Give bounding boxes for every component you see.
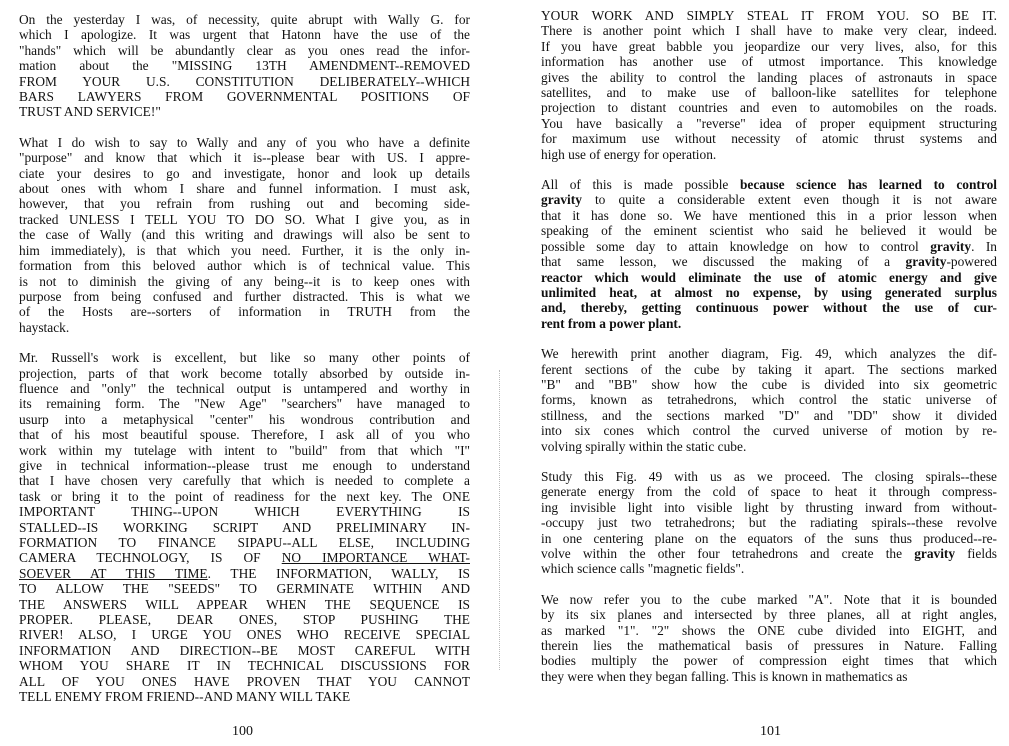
text-line: high use of energy for operation. <box>541 146 717 162</box>
text-line: mation about the "MISSING 13TH AMENDMENT--REMOVED <box>19 58 470 74</box>
text-line: ALL OF YOU ONES HAVE PROVEN THAT YOU CANNOT <box>19 673 470 689</box>
text-line: speaking of the eminent scientist who said he believed it would be <box>541 223 997 239</box>
text-line: work within my tutelage with intent to "build" from that which "I" <box>19 442 470 458</box>
text-line: YOUR WORK AND SIMPLY STEAL IT FROM YOU. SO BE IT. <box>541 8 997 23</box>
text-line: ciate your desires to go and investigate, honor and look up details <box>19 165 470 181</box>
text-line: INFORMATION AND DIRECTION--BE MOST CAREFUL WITH <box>19 642 470 658</box>
text-line: its remaining form. The "New Age" "searchers" have managed to <box>19 396 470 412</box>
text-line: satellites, and to make use of balloon-like satellites for telephone <box>541 85 997 101</box>
text-line: We herewith print another diagram, Fig. 49, which analyzes the dif- <box>541 346 997 362</box>
text-line: -occupy just two tetrahedrons; but the radiating spirals--these revolve <box>541 515 997 531</box>
text-line: which science calls "magnetic fields". <box>541 561 745 577</box>
text-line: tracked UNLESS I TELL YOU TO DO SO. What I give you, as in <box>19 211 470 227</box>
right-paragraph <box>541 346 997 454</box>
text-line: that it has done so. We have mentioned this in a prior lesson when <box>541 207 997 223</box>
text-line: PROPER. PLEASE, DEAR ONES, STOP PUSHING THE <box>19 612 470 628</box>
text-line: for maximum use without necessity of atomic thrust systems and <box>541 131 997 147</box>
text-line: which I apologize. It was urgent that Hatonn have the use of the <box>19 27 470 43</box>
text-line: and, thereby, getting continuous power without the use of cur- <box>541 300 997 316</box>
left-paragraph <box>19 135 470 335</box>
page-number-right: 101 <box>760 724 781 739</box>
text-line: generate energy from the cold of space to heat it through compress- <box>541 484 997 500</box>
text-line: volve within the other four tetrahedrons and create the gravity fields <box>541 546 997 561</box>
text-line: usurp into a metaphysical "center" his wondrous contribution and <box>19 411 470 427</box>
text-line: possible some day to attain knowledge on how to control gravity. In <box>541 238 997 254</box>
text-line: by its six planes and intersected by three planes, all at right angles, <box>541 607 997 623</box>
text-line: in one centering plane on the equators of the suns thus produced--re- <box>541 530 997 546</box>
text-line: Study this Fig. 49 with us as we proceed. The closing spirals--these <box>541 468 997 484</box>
text-line: fluence and "only" the technical output is untampered and worthy in <box>19 380 470 396</box>
left-page-text <box>19 12 470 704</box>
text-line: give in technical information--please trust me enough to understand <box>19 457 470 473</box>
text-line: reactor which would eliminate the use of atomic energy and give <box>541 269 997 285</box>
text-line: forms, known as tetrahedrons, which control the static universe of <box>541 392 997 408</box>
text-line: as marked "1". "2" shows the ONE cube divided into EIGHT, and <box>541 622 997 638</box>
text-line: There is another point which I shall have to make very clear, indeed. <box>541 23 997 39</box>
text-line: information has another use of utmost importance. This knowledge <box>541 54 997 70</box>
text-line: projection to distant countries and even to automobiles on the roads. <box>541 100 997 116</box>
text-line: TELL ENEMY FROM FRIEND--AND MANY WILL TAKE <box>19 689 351 705</box>
text-line: THE ANSWERS WILL APPEAR WHEN THE SEQUENCE IS <box>19 596 470 612</box>
left-paragraph <box>19 350 470 704</box>
text-line: the case of Wally (and this writing and drawings will also be sent to <box>19 227 470 243</box>
left-page <box>0 0 500 746</box>
text-line: of the Hosts are--sorters of information in TRUTH from the <box>19 304 470 320</box>
text-line: is not to diminish the giving of any being--it is to keep ones with <box>19 273 470 289</box>
text-line: rent from a power plant. <box>541 315 682 331</box>
text-line: STALLED--IS WORKING SCRIPT AND PRELIMINARY IN- <box>19 519 470 535</box>
right-page <box>505 0 1009 746</box>
text-line: On the yesterday I was, of necessity, quite abrupt with Wally G. for <box>19 12 470 27</box>
right-paragraph <box>541 8 997 162</box>
text-line: BARS LAWYERS FROM GOVERNMENTAL POSITIONS OF <box>19 89 470 105</box>
book-gutter <box>499 370 501 670</box>
text-line: him immediately), is that which you need. Further, it is the only in- <box>19 242 470 258</box>
text-line: unlimited heat, at almost no expense, by using generated surplus <box>541 284 997 300</box>
text-line: ferent sections of the cube by taking it apart. The sections marked <box>541 361 997 377</box>
text-line: into six cones which control the curved universe of motion by re- <box>541 423 997 439</box>
text-line: haystack. <box>19 319 70 335</box>
text-line: You have basically a "reverse" idea of proper equipment structuring <box>541 115 997 131</box>
text-line: FORMATION TO FINANCE SIPAPU--ALL ELSE, INCLUDING <box>19 535 470 550</box>
text-line: What I do wish to say to Wally and any of you who have a definite <box>19 134 470 150</box>
page-number-left: 100 <box>232 724 253 739</box>
right-page-text <box>541 8 997 684</box>
text-line: volving spirally within the static cube. <box>541 438 747 454</box>
text-line: IMPORTANT THING--UPON WHICH EVERYTHING IS <box>19 504 470 520</box>
text-line: stillness, and the sections marked "D" and "DD" show it divided <box>541 407 997 423</box>
text-line: they were when they began falling. This is known in mathematics as <box>541 668 908 684</box>
text-line: projection, parts of that work become totally absorbed by outside in- <box>19 365 470 381</box>
text-line: If you have great babble you jeopardize our very lives, also, for this <box>541 38 997 54</box>
text-line: bodies multiply the power of compression eight times that which <box>541 653 997 669</box>
text-line: that I have chosen very carefully that which is needed to complete a <box>19 473 470 489</box>
text-line: TRUST AND SERVICE!" <box>19 104 161 120</box>
text-line: formation from this beloved author which is of technical value. This <box>19 258 470 274</box>
text-line: CAMERA TECHNOLOGY, IS OF NO IMPORTANCE WHAT- <box>19 550 470 566</box>
text-line: ing invisible light into visible light by thrusting inward from without- <box>541 499 997 515</box>
text-line: FROM YOUR U.S. CONSTITUTION DELIBERATELY--WHICH <box>19 73 470 89</box>
text-line: therein lies the mathematical basis of pressures in Nature. Falling <box>541 638 997 654</box>
text-line: that of his most beautiful spouse. Therefore, I ask all of you who <box>19 427 470 443</box>
text-line: RIVER! ALSO, I URGE YOU ONES WHO RECEIVE SPECIAL <box>19 627 470 643</box>
text-line: "B" and "BB" show how the cube is divided into six geometric <box>541 376 997 392</box>
text-line: SOEVER AT THIS TIME. THE INFORMATION, WALLY, IS <box>19 565 470 581</box>
text-line: We now refer you to the cube marked "A". Note that it is bounded <box>541 591 997 607</box>
right-paragraph <box>541 469 997 577</box>
text-line: WHOM YOU SHARE IT IN TECHNICAL DISCUSSIONS FOR <box>19 658 470 674</box>
left-paragraph <box>19 12 470 120</box>
text-line: task or bring it to the point of readiness for the next key. The ONE <box>19 488 470 504</box>
text-line: however, that you refrain from rushing out and becoming side- <box>19 196 470 212</box>
text-line: "hands" which will be abundantly clear as you ones read the infor- <box>19 42 470 58</box>
text-line: All of this is made possible because science has learned to control <box>541 177 997 193</box>
text-line: that same lesson, we discussed the making of a gravity-powered <box>541 254 997 270</box>
text-line: purpose from being confused and further distracted. This is what we <box>19 288 470 304</box>
right-paragraph <box>541 177 997 331</box>
text-line: about ones with whom I share and funnel information. I must ask, <box>19 181 470 197</box>
right-paragraph <box>541 592 997 684</box>
text-line: gives the ability to control the landing places of astronauts in space <box>541 69 997 85</box>
text-line: "purpose" and know that which it is--please bear with US. I appre- <box>19 150 470 166</box>
text-line: gravity to quite a considerable extent even though it is not aware <box>541 192 997 208</box>
text-line: TO ALLOW THE "SEEDS" TO GERMINATE WITHIN AND <box>19 581 470 597</box>
text-line: Mr. Russell's work is excellent, but like so many other points of <box>19 350 470 366</box>
